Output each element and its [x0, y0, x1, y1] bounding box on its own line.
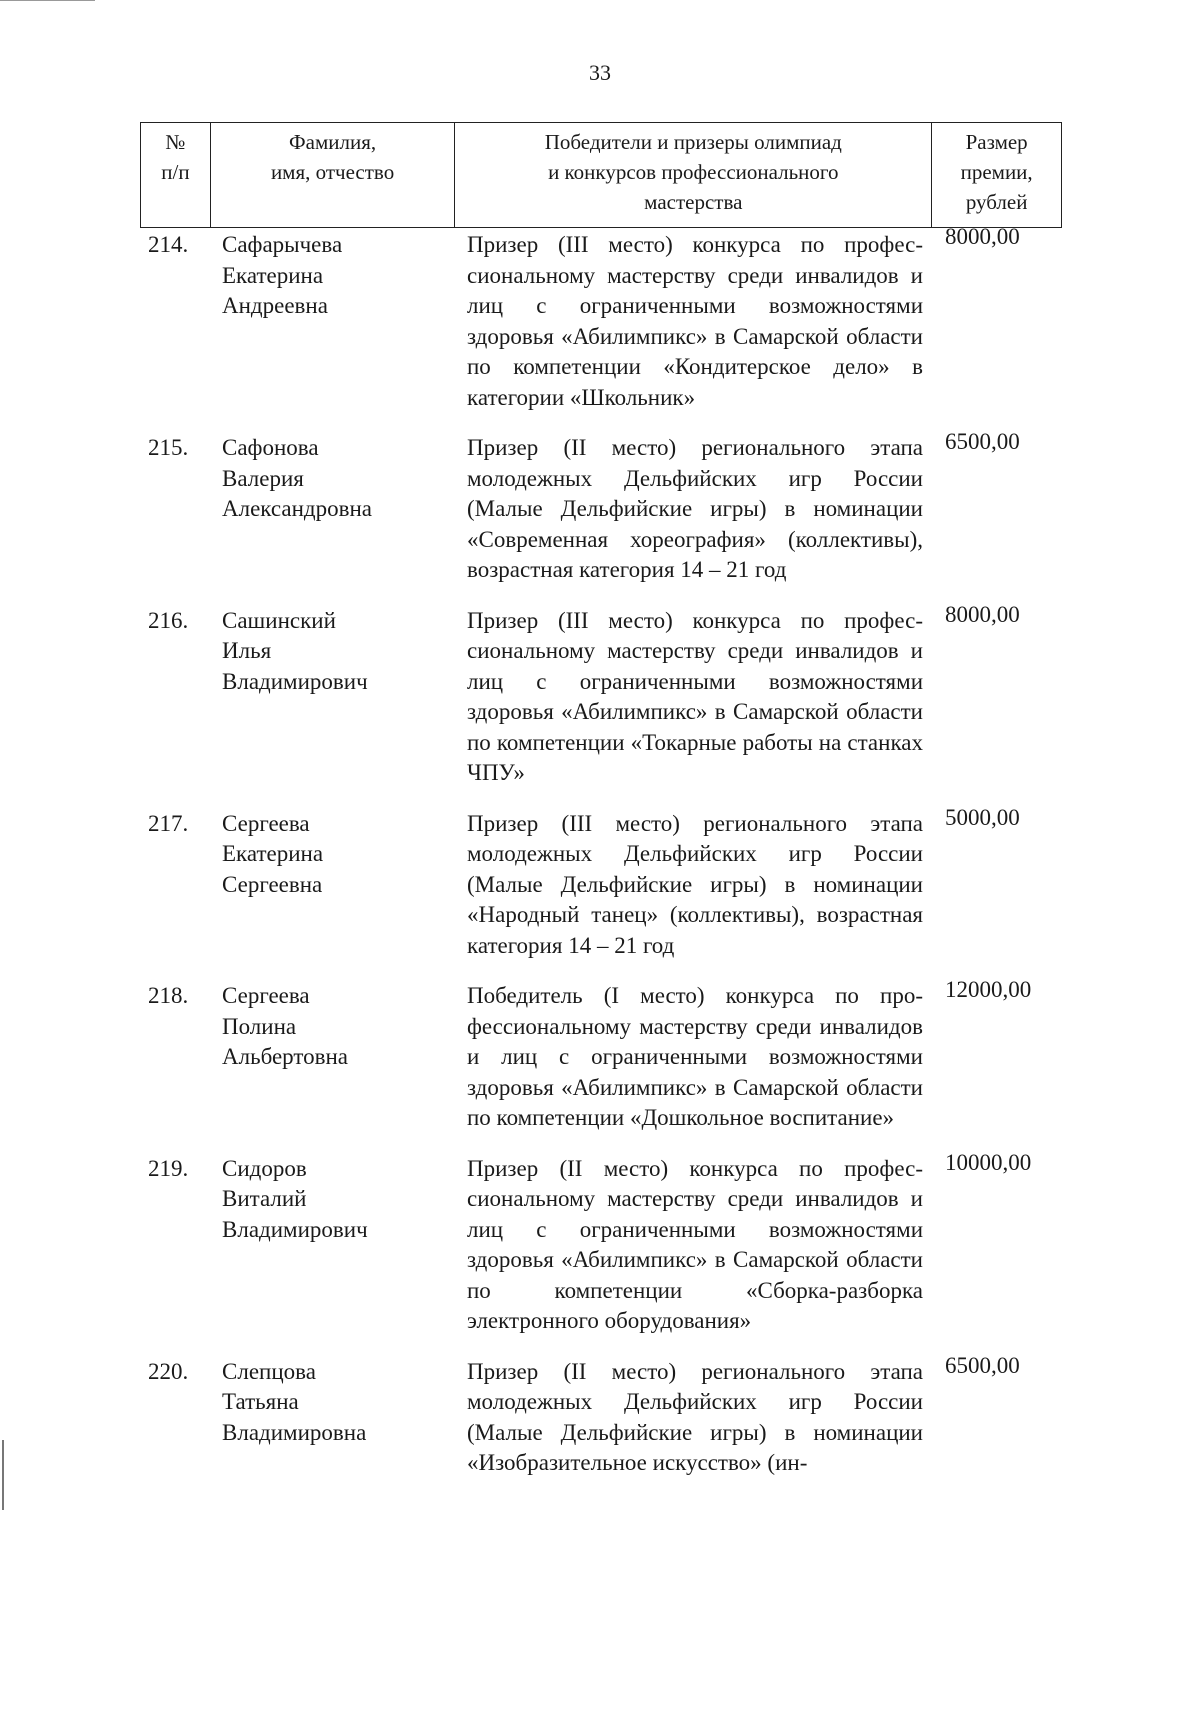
header-desc-line: мастерства: [644, 190, 743, 214]
scan-edge-mark: [2, 1440, 4, 1510]
header-name-line: имя, отчество: [270, 160, 395, 184]
patronymic: Сергеевна: [222, 871, 323, 897]
surname: Сидоров: [222, 1155, 307, 1181]
patronymic: Владимирович: [222, 1216, 368, 1242]
table-row: [140, 977, 1062, 1134]
first-name: Екатерина: [222, 841, 324, 866]
row-number: 218.: [148, 983, 189, 1008]
row-full-name: [210, 1154, 455, 1337]
row-full-name: [210, 433, 455, 586]
row-achievement: Призер (III место) регионального этапа молодежных Дельфийских игр России (Малые Дельфийские игры) в номинации «Народный танец» (коллективы), возрастная категория 14 – 21 год: [467, 810, 923, 958]
row-number: 215.: [148, 435, 189, 460]
header-number: [141, 123, 211, 227]
header-name-line: Фамилия,: [289, 130, 377, 154]
row-full-name: [210, 1357, 455, 1479]
row-full-name: [210, 606, 455, 789]
table-row: [140, 601, 1062, 789]
patronymic: Александровна: [222, 496, 372, 521]
header-award-amount: [932, 123, 1061, 227]
table-row: [140, 224, 1062, 413]
patronymic: Владимировна: [222, 1419, 367, 1445]
header-desc-line: и конкурсов профессионального: [548, 160, 839, 184]
row-achievement: Призер (II место) конкурса по профессиональному мастерству среди инвалидов и лиц с ограниченными возможностями здоровья «Абилимпикс» в Самарской области по компетенции «Сборка-разборка электронного оборудования»: [467, 1155, 923, 1333]
row-achievement: Победитель (I место) конкурса по профессиональному мастерству среди инвалидов и лиц с ограниченными возможностями здоровья «Абилимпикс» в Самарской области по компетенции «Дошкольное воспитание»: [467, 983, 923, 1130]
row-award-amount: 12000,00: [945, 977, 1032, 1002]
row-full-name: [210, 809, 455, 962]
first-name: Валерия: [222, 465, 304, 491]
header-sum-line: Размер: [965, 130, 1028, 154]
header-number-line: п/п: [161, 160, 190, 184]
row-award-amount: 8000,00: [945, 224, 1020, 249]
first-name: Екатерина: [222, 262, 324, 288]
row-award-amount: 6500,00: [945, 429, 1020, 454]
first-name: Илья: [222, 638, 272, 663]
patronymic: Альбертовна: [222, 1044, 349, 1069]
row-number: 220.: [148, 1358, 189, 1384]
page-number: 33: [589, 60, 611, 85]
row-number: 214.: [148, 232, 189, 257]
row-number: 216.: [148, 607, 189, 633]
table-body: [140, 224, 1062, 1479]
header-number-line: №: [165, 130, 186, 154]
first-name: Татьяна: [222, 1389, 299, 1414]
header-sum-line: премии,: [960, 160, 1033, 184]
table-row: [140, 1352, 1062, 1479]
row-number: 219.: [148, 1155, 189, 1181]
surname: Сергеева: [222, 810, 310, 836]
awards-table: [140, 122, 1062, 1479]
first-name: Полина: [222, 1013, 297, 1039]
header-achievement: [455, 123, 932, 227]
surname: Сафонова: [222, 435, 319, 460]
row-achievement: Призер (II место) регионального этапа молодежных Дельфийских игр России (Малые Дельфийские игры) в номинации «Изобразительное искусство» (ин-: [467, 1358, 923, 1475]
patronymic: Владимирович: [222, 668, 368, 694]
table-row: [140, 1149, 1062, 1337]
header-full-name: [211, 123, 455, 227]
row-achievement: Призер (II место) регионального этапа молодежных Дельфийских игр России (Малые Дельфийские игры) в номинации «Современная хореография» (коллективы), возрастная категория 14 – 21 год: [467, 435, 923, 582]
scan-edge-line: [0, 0, 95, 1]
surname: Слепцова: [222, 1358, 316, 1384]
surname: Сашинский: [222, 607, 336, 633]
first-name: Виталий: [222, 1186, 307, 1211]
row-full-name: [210, 981, 455, 1134]
patronymic: Андреевна: [222, 293, 328, 318]
row-achievement: Призер (III место) конкурса по профессиональному мастерству среди инвалидов и лиц с ограниченными возможностями здоровья «Абилимпикс» в Самарской области по компетенции «Токарные работы на станках ЧПУ»: [467, 607, 923, 785]
table-row: [140, 804, 1062, 962]
surname: Сергеева: [222, 983, 310, 1008]
header-sum-line: рублей: [965, 190, 1028, 214]
table-row: [140, 429, 1062, 586]
surname: Сафарычева: [222, 232, 343, 257]
header-desc-line: Победители и призеры олимпиад: [544, 130, 842, 154]
row-award-amount: 8000,00: [945, 601, 1020, 627]
row-full-name: [210, 230, 455, 413]
row-award-amount: 5000,00: [945, 804, 1020, 830]
row-number: 217.: [148, 810, 189, 836]
row-award-amount: 10000,00: [945, 1149, 1032, 1175]
table-header: [140, 122, 1062, 228]
row-achievement: Призер (III место) конкурса по профессиональному мастерству среди инвалидов и лиц с ограниченными возможностями здоровья «Абилимпикс» в Самарской области по компетенции «Кондитерское дело» в категории «Школьник»: [467, 232, 923, 410]
row-award-amount: 6500,00: [945, 1352, 1020, 1378]
